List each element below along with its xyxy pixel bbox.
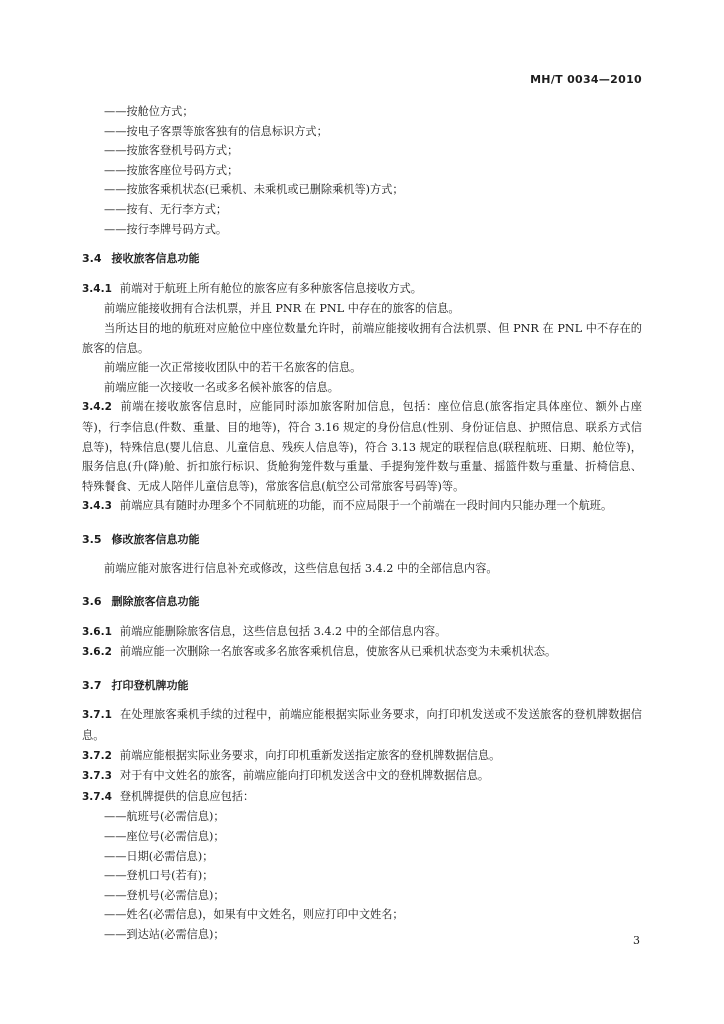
clause-text: 前端应能删除旅客信息，这些信息包括 3.4.2 中的全部信息内容。 xyxy=(119,624,447,638)
clause-text: 前端对于航班上所有舱位的旅客应有多种旅客信息接收方式。 xyxy=(119,281,422,295)
paragraph: 前端应能接收拥有合法机票，并且 PNR 在 PNL 中存在的旅客的信息。 xyxy=(104,302,460,316)
clause-3-7-4 xyxy=(82,787,642,808)
section-title: 接收旅客信息功能 xyxy=(111,252,200,266)
clause-number: 3.4.2 xyxy=(82,401,112,414)
clause-3-6-1 xyxy=(82,622,642,643)
section-number: 3.4 xyxy=(82,252,102,266)
clause-3-4-3 xyxy=(82,496,642,517)
clause-number: 3.6.2 xyxy=(82,646,112,659)
clause-text: 前端应具有随时办理多个不同航班的功能，而不应局限于一个前端在一段时间内只能办理一个航班。 xyxy=(119,499,613,513)
section-heading-3-4 xyxy=(82,249,642,269)
page-body xyxy=(82,102,642,945)
clause-3-7-1 xyxy=(82,705,642,745)
section-title: 打印登机牌功能 xyxy=(111,678,189,692)
list-item: ——按电子客票等旅客独有的信息标识方式； xyxy=(104,124,328,138)
clause-3-7-3 xyxy=(82,766,642,787)
paragraph: 当所达目的地的航班对应舱位中座位数量允许时，前端应能接收拥有合法机票、但 PNR 在 PNL 中不存在的旅客的信息。 xyxy=(82,321,642,355)
clause-number: 3.7.3 xyxy=(82,770,112,783)
clause-text: 前端应能根据实际业务要求，向打印机重新发送指定旅客的登机牌数据信息。 xyxy=(119,748,501,762)
clause-3-4-1 xyxy=(82,279,642,300)
section-number: 3.5 xyxy=(82,532,102,546)
clause-number: 3.4.3 xyxy=(82,500,112,513)
clause-number: 3.7.1 xyxy=(82,709,112,722)
list-item: ——航班号(必需信息)； xyxy=(104,810,225,824)
clause-text: 登机牌提供的信息应包括： xyxy=(119,789,255,803)
list-item: ——按旅客座位号码方式； xyxy=(104,163,239,177)
section-heading-3-5 xyxy=(82,530,642,550)
paragraph: 前端应能一次接收一名或多名候补旅客的信息。 xyxy=(104,380,339,394)
list-item: ——日期(必需信息)； xyxy=(104,849,214,863)
list-item: ——座位号(必需信息)； xyxy=(104,830,225,843)
list-item: ——登机号(必需信息)； xyxy=(104,888,225,902)
list-item: ——登机口号(若有)； xyxy=(104,869,214,883)
section-title: 删除旅客信息功能 xyxy=(111,595,200,609)
list-item: ——按有、无行李方式； xyxy=(104,202,228,216)
list-item: ——按行李牌号码方式。 xyxy=(104,222,228,236)
clause-number: 3.4.1 xyxy=(82,282,112,295)
list-item: ——按旅客登机号码方式； xyxy=(104,144,239,158)
clause-text: 在处理旅客乘机手续的过程中，前端应能根据实际业务要求，向打印机发送或不发送旅客的登机牌数据信息。 xyxy=(82,708,642,743)
clause-text: 对于有中文姓名的旅客，前端应能向打印机发送含中文的登机牌数据信息。 xyxy=(119,769,490,783)
clause-number: 3.7.4 xyxy=(82,790,112,803)
section-heading-3-6 xyxy=(82,592,642,612)
clause-text: 前端应能一次删除一名旅客或多名旅客乘机信息，使旅客从已乘机状态变为未乘机状态。 xyxy=(119,645,557,659)
paragraph: 前端应能对旅客进行信息补充或修改，这些信息包括 3.4.2 中的全部信息内容。 xyxy=(104,562,498,576)
query-method-list xyxy=(82,102,642,239)
section-number: 3.7 xyxy=(82,678,102,692)
clause-3-6-2 xyxy=(82,642,642,663)
clause-number: 3.7.2 xyxy=(82,749,112,762)
boarding-pass-info-list xyxy=(82,807,642,944)
section-heading-3-7 xyxy=(82,676,642,696)
clause-3-4-2 xyxy=(82,397,642,496)
paragraph: 前端应能一次正常接收团队中的若干名旅客的信息。 xyxy=(104,361,362,375)
list-item: ——姓名(必需信息)，如果有中文姓名，则应打印中文姓名； xyxy=(104,908,404,922)
clause-text: 前端在接收旅客信息时，应能同时添加旅客附加信息，包括：座位信息(旅客指定具体座位、额外占座等)，行李信息(件数、重量、目的地等)，符合 3.16 规定的身份信息(性别、身份证信息、护照信息、联系方式信息等)，特殊信息(婴儿信息、儿童信息、残疾人信息等)，符合 3.13 规定的联程信息(联程航班、日期、舱位等)，服务信息(升(降)舱、折扣旅行标识、货舱狗笼件数与重量、手提狗笼件数与重量、摇篮件数与重量、折椅信息、特殊餐食、无成人陪伴儿童信息等)，常旅客信息(航空公司常旅客号码等)等。 xyxy=(82,400,642,493)
document-code-header: MH/T 0034—2010 xyxy=(530,73,642,86)
list-item: ——到达站(必需信息)； xyxy=(104,927,225,941)
list-item: ——按舱位方式； xyxy=(104,105,194,118)
section-title: 修改旅客信息功能 xyxy=(111,532,200,546)
clause-number: 3.6.1 xyxy=(82,625,112,638)
page-number: 3 xyxy=(633,934,640,947)
section-number: 3.6 xyxy=(82,595,102,609)
list-item: ——按旅客乘机状态(已乘机、未乘机或已删除乘机等)方式； xyxy=(104,183,404,197)
clause-3-7-2 xyxy=(82,746,642,767)
